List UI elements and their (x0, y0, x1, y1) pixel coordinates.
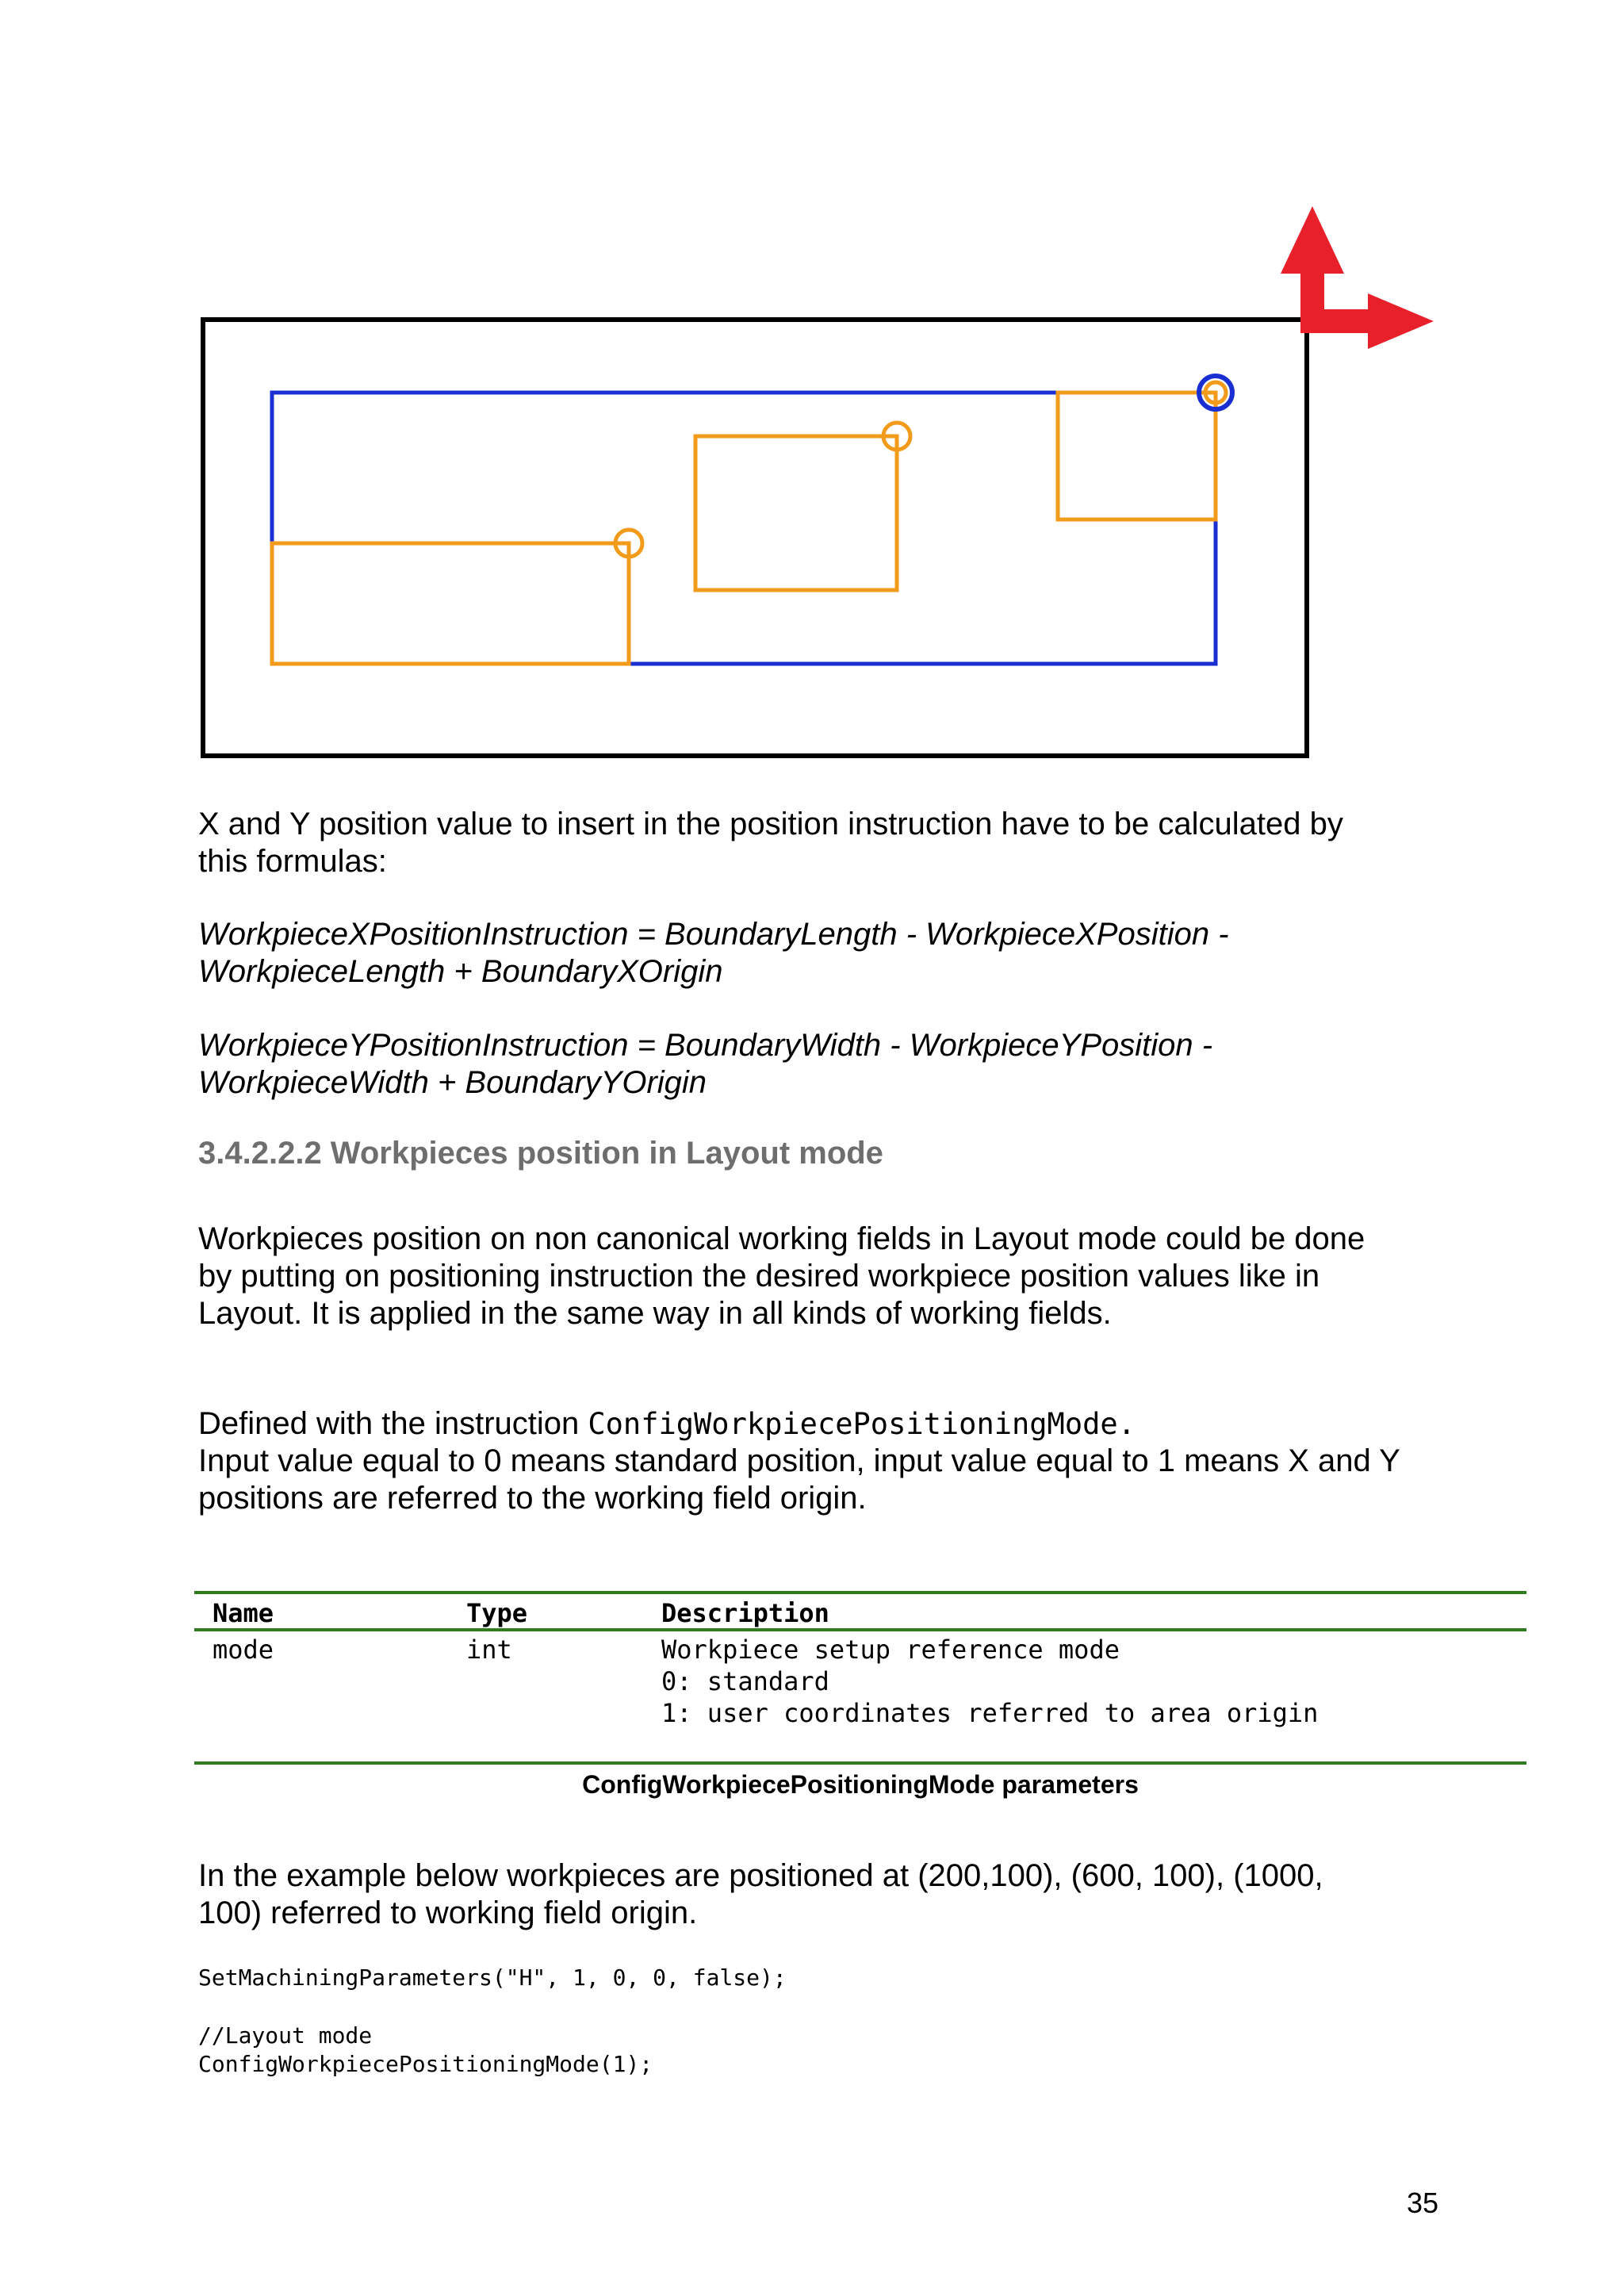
section-body-line-1: Workpieces position on non canonical working fields in Layout mode could be done (198, 1221, 1365, 1256)
table-cell-type: int (466, 1635, 512, 1665)
table-cell-name: mode (213, 1635, 274, 1665)
intro-text (198, 806, 1343, 880)
definition-line (198, 1405, 1400, 1443)
table-header-name: Name (213, 1598, 274, 1628)
table-cell-description (661, 1634, 1318, 1729)
input-line-2: positions are referred to the working field origin. (198, 1481, 867, 1516)
formula-y (198, 1027, 1212, 1102)
section-body-line-2: by putting on positioning instruction the desired workpiece position values like in (198, 1259, 1320, 1294)
example-line-1: In the example below workpieces are positioned at (200,100), (600, 100), (1000, (198, 1858, 1323, 1893)
table-header-description: Description (661, 1598, 829, 1628)
description-line-3: 1: user coordinates referred to area origin (661, 1698, 1319, 1728)
definition-prefix: Defined with the instruction (198, 1406, 588, 1441)
input-line-1: Input value equal to 0 means standard position, input value equal to 1 means X and Y (198, 1443, 1400, 1478)
workpiece-2 (695, 436, 897, 590)
formula-x-line-1: WorkpieceXPositionInstruction = BoundaryLength - WorkpieceXPosition - (198, 917, 1229, 952)
example-text (198, 1857, 1323, 1932)
table-caption: ConfigWorkpiecePositioningMode parameters (582, 1770, 1139, 1799)
table-bottom-rule (194, 1761, 1526, 1765)
table-header-rule (194, 1628, 1526, 1631)
example-line-2: 100) referred to working field origin. (198, 1895, 698, 1930)
positioning-diagram (0, 0, 1624, 793)
intro-line-2: this formulas: (198, 844, 387, 879)
formula-y-line-1: WorkpieceYPositionInstruction = BoundaryWidth - WorkpieceYPosition - (198, 1028, 1213, 1063)
formula-x-line-2: WorkpieceLength + BoundaryXOrigin (198, 954, 723, 989)
page-number: 35 (1407, 2187, 1439, 2219)
formula-x (198, 916, 1229, 991)
section-body (198, 1221, 1365, 1332)
description-line-1: Workpiece setup reference mode (661, 1635, 1120, 1665)
section-body-line-3: Layout. It is applied in the same way in all kinds of working fields. (198, 1296, 1112, 1331)
code-line-1: SetMachiningParameters("H", 1, 0, 0, false); (198, 1964, 787, 1991)
workpiece-3 (1058, 393, 1216, 519)
formula-y-line-2: WorkpieceWidth + BoundaryYOrigin (198, 1065, 707, 1100)
instruction-name: ConfigWorkpiecePositioningMode. (588, 1407, 1136, 1441)
code-line-2: //Layout mode (198, 2022, 373, 2049)
table-header-type: Type (466, 1598, 528, 1628)
code-line-3: ConfigWorkpiecePositioningMode(1); (198, 2051, 653, 2077)
description-line-2: 0: standard (661, 1666, 829, 1696)
workpiece-1 (272, 543, 629, 664)
table-top-rule (194, 1591, 1526, 1594)
intro-line-1: X and Y position value to insert in the position instruction have to be calculated by (198, 807, 1343, 841)
section-heading: 3.4.2.2.2 Workpieces position in Layout mode (198, 1136, 883, 1171)
axis-arrows-icon (1281, 206, 1434, 349)
definition-text (198, 1405, 1400, 1517)
